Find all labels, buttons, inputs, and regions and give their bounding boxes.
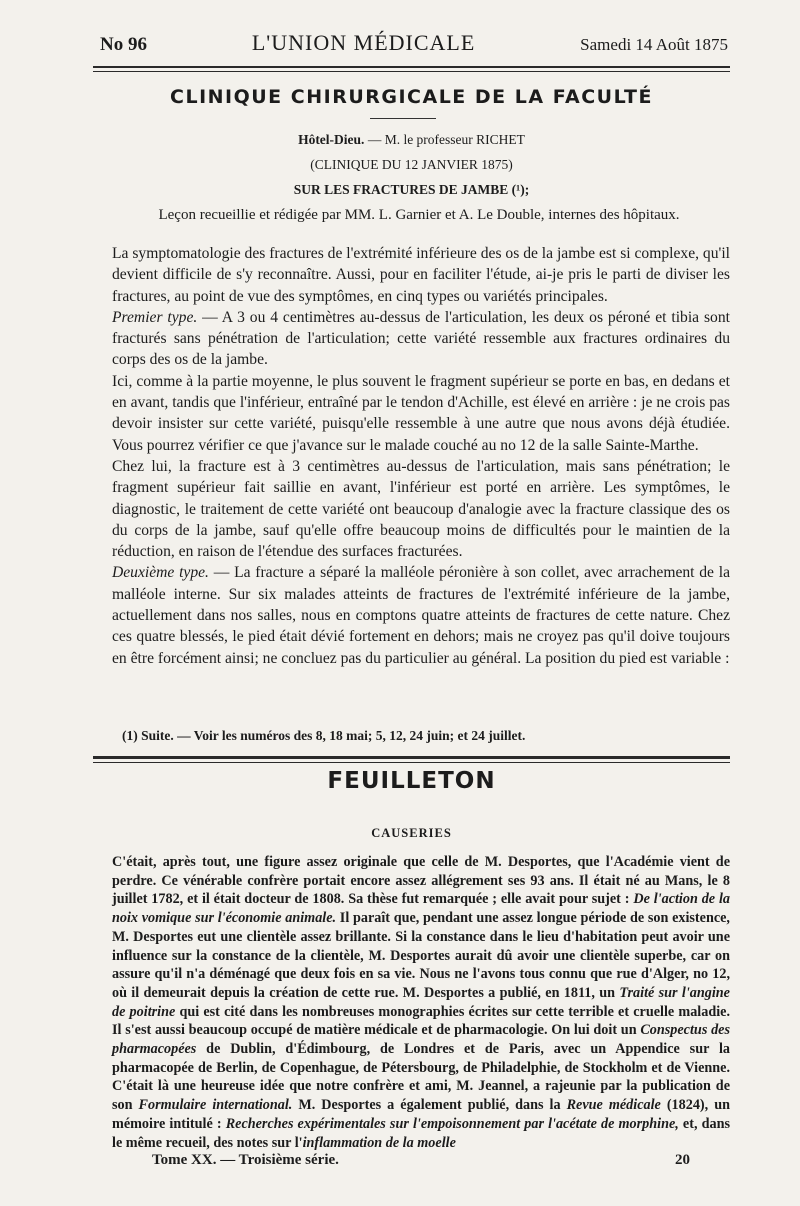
paragraph: Chez lui, la fracture est à 3 centimètres au-dessus de l'articulation, mais sans pénétration; le fragment supérieur fait saillie en avant, l'inférieur est porté en arrière. Les symptômes, le diagnostic, le traitement de cette variété ont beaucoup d'analogie avec la fracture classique des os du corps de la jambe, sauf qu'elle offre beaucoup moins de difficultés pour le maintien de la réduction, en raison de l'étendue des surfaces fracturées. — [112, 457, 730, 561]
section-title: CLINIQUE CHIRURGICALE DE LA FACULTÉ — [170, 86, 653, 108]
issue-number: No 96 — [100, 34, 147, 55]
feuilleton-rule — [93, 756, 730, 759]
lecture-subject: SUR LES FRACTURES DE JAMBE (¹); — [293, 182, 530, 197]
paragraph: Premier type. — A 3 ou 4 centimètres au-dessus de l'articulation, les deux os péroné et tibia sont fracturés sans pénétration de l'articulation; cette variété ressemble aux fractures ordinaires du corps des os de la jambe. — [112, 308, 730, 369]
work-title: De l'action de la noix vomique sur l'économie animale. — [112, 891, 730, 927]
paragraph: La symptomatologie des fractures de l'extrémité inférieure des os de la jambe est si complexe, qu'il devient difficile de s'y reconnaître. Aussi, pour en faciliter l'étude, ai-je pris le parti de diviser les fractures, au point de vue des symptômes, en cinq types ou variétés principales. — [112, 245, 730, 305]
issue-date: Samedi 14 Août 1875 — [580, 35, 728, 54]
footnote: (1) Suite. — Voir les numéros des 8, 18 mai; 5, 12, 24 juin; et 24 juillet. — [122, 728, 526, 743]
page-footer — [152, 1152, 690, 1169]
work-title: Traité sur l'angine de poitrine — [112, 984, 730, 1020]
paragraph: Ici, comme à la partie moyenne, le plus souvent le fragment supérieur se porte en bas, en dedans et en avant, tandis que l'inférieur, entraîné par le tendon d'Achille, est élevé en arrière : je ne crois pas devoir insister sur cette variété, puisqu'elle ressemble à une autre que nous avons déjà étudiée. Vous pourrez vérifier ce que j'avance sur le malade couché au no 12 de la salle Sainte-Marthe. — [112, 372, 730, 454]
volume-label: Tome XX. — Troisième série. — [152, 1152, 339, 1168]
location: Hôtel-Dieu. — [298, 132, 365, 147]
clinic-date: (CLINIQUE DU 12 JANVIER 1875) — [310, 157, 513, 172]
paragraph: C'était, après tout, une figure assez originale que celle de M. Desportes, que l'Académie vient de perdre. Ce vénérable confrère portait encore assez allégrement ses 93 ans. Il était né au Mans, le 8 juillet 1782, et il était docteur de 1808. Sa thèse fut remarquée ; elle avait pour sujet : De l'action de la noix vomique sur l'économie animale. Il paraît que, pendant une assez longue période de son existence, M. Desportes eut une clientèle assez brillante. Si la constance dans le lieu d'habitation peut avoir une influence sur la constance de la clientèle, M. Desportes aurait dû avoir une clientèle superbe, car on assure qu'il n'a déménagé que deux fois en sa vie. Nous ne l'avons tous connu que rue d'Alger, no 12, où il demeurait depuis la création de cette rue. M. Desportes a publié, en 1811, un Traité sur l'angine de poitrine qui est cité dans les nombreuses monographies écrites sur cette terrible et cruelle maladie. Il s'est aussi beaucoup occupé de matière médicale et de pharmacologie. On lui doit un Conspectus des pharmacopées de Dublin, d'Édimbourg, de Londres et de Paris, avec un Appendice sur la pharmacopée de Berlin, de Copenhague, de Pétersbourg, de Philadelphie, de Stockholm et de Vienne. C'était là une heureuse idée que notre confrère et ami, M. Jeannel, a rajeunie par la publication de son Formulaire international. M. Desportes a également publié, dans la Revue médicale (1824), un mémoire intitulé : Recherches expérimentales sur l'empoisonnement par l'acétate de morphine, et, dans le même recueil, des notes sur l'inflammation de la moelle — [112, 854, 731, 1151]
work-title: Revue médicale — [566, 1097, 661, 1114]
work-title: Formulaire international. — [138, 1097, 293, 1114]
header-rule-thin — [93, 71, 730, 72]
feuilleton-title: FEUILLETON — [327, 768, 496, 794]
lecture-authors: Leçon recueillie et rédigée par MM. L. Garnier et A. Le Double, internes des hôpitaux. — [158, 207, 680, 223]
running-header — [100, 30, 728, 64]
feuilleton-body — [112, 853, 730, 1152]
header-rule — [93, 66, 730, 68]
feuilleton-rule-thin — [93, 762, 730, 763]
feuilleton-subtitle: CAUSERIES — [371, 826, 452, 840]
page-number: 20 — [675, 1152, 690, 1168]
professor: — M. le professeur RICHET — [364, 132, 525, 147]
type-label: Premier type. — [112, 308, 198, 326]
article-body — [112, 243, 730, 669]
journal-title: L'UNION MÉDICALE — [251, 30, 476, 55]
work-title: inflammation de la moelle — [302, 1134, 456, 1151]
type-label: Deuxième type. — [112, 564, 209, 582]
work-title: Conspectus des pharmacopées — [112, 1022, 730, 1058]
work-title: Recherches expérimentales sur l'empoisonnement par l'acétate de morphine, — [225, 1115, 679, 1132]
title-divider — [370, 118, 436, 119]
paragraph: Deuxième type. — La fracture a séparé la malléole péronière à son collet, avec arrachement de la malléole interne. Sur six malades atteints de fractures de l'extrémité inférieure de la jambe, actuellement dans nos salles, nous en comptons quatre atteints de fractures de cette nature. Chez ces quatre blessés, le pied était dévié fortement en dehors; mais ne croyez pas qu'il doive toujours en être forcément ainsi; ne concluez pas du particulier au général. La position du pied est variable : — [112, 564, 730, 667]
lecture-location-line — [93, 132, 730, 148]
